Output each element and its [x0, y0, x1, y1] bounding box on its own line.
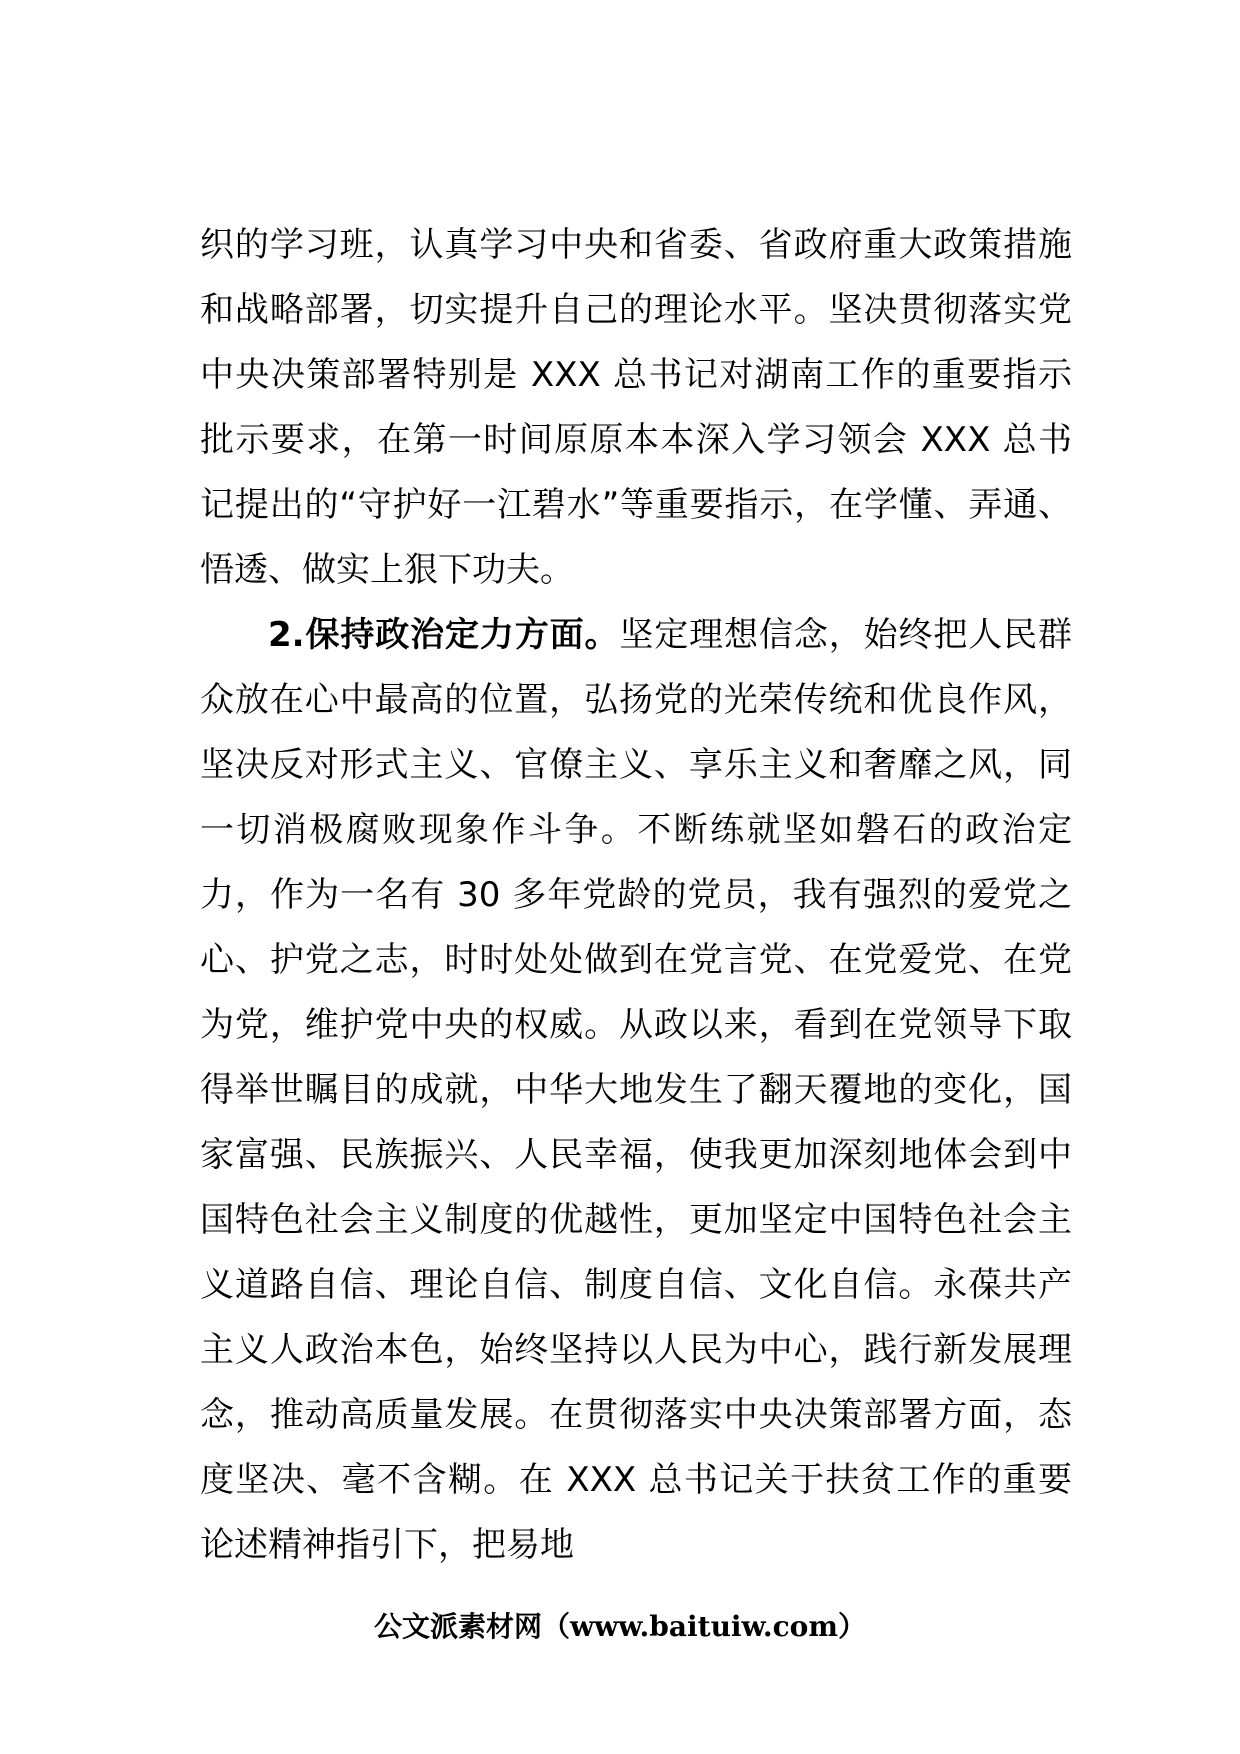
footer-watermark: 公文派素材网（www.baituiw.com） [374, 1610, 866, 1643]
paragraph-1: 织的学习班，认真学习中央和省委、省政府重大政策措施和战略部署，切实提升自己的理论水平。坚决贯彻落实党中央决策部署特别是 XXX 总书记对湖南工作的重要指示批示要求，在第一时间原原本本深入学习领会 XXX 总书记提出的“守护好一江碧水”等重要指示，在学懂、弄通、悟透、做实上狠下功夫。 [200, 225, 1072, 590]
paragraph-2-body: 坚定理想信念，始终把人民群众放在心中最高的位置，弘扬党的光荣传统和优良作风，坚决反对形式主义、官僚主义、享乐主义和奢靡之风，同一切消极腐败现象作斗争。不断练就坚如磐石的政治定力，作为一名有 30 多年党龄的党员，我有强烈的爱党之心、护党之志，时时处处做到在党言党、在党爱党、在党为党，维护党中央的权威。从政以来，看到在党领导下取得举世瞩目的成就，中华大地发生了翻天覆地的变化，国家富强、民族振兴、人民幸福，使我更加深刻地体会到中国特色社会主义制度的优越性，更加坚定中国特色社会主义道路自信、理论自信、制度自信、文化自信。永葆共产主义人政治本色，始终坚持以人民为中心，践行新发展理念，推动高质量发展。在贯彻落实中央决策部署方面，态度坚决、毫不含糊。在 XXX 总书记关于扶贫工作的重要论述精神指引下，把易地 [200, 615, 1072, 1565]
paragraph-2 [200, 603, 1072, 1578]
document-body [200, 213, 1072, 1578]
paragraph-2-heading: 2.保持政治定力方面。 [268, 615, 620, 655]
